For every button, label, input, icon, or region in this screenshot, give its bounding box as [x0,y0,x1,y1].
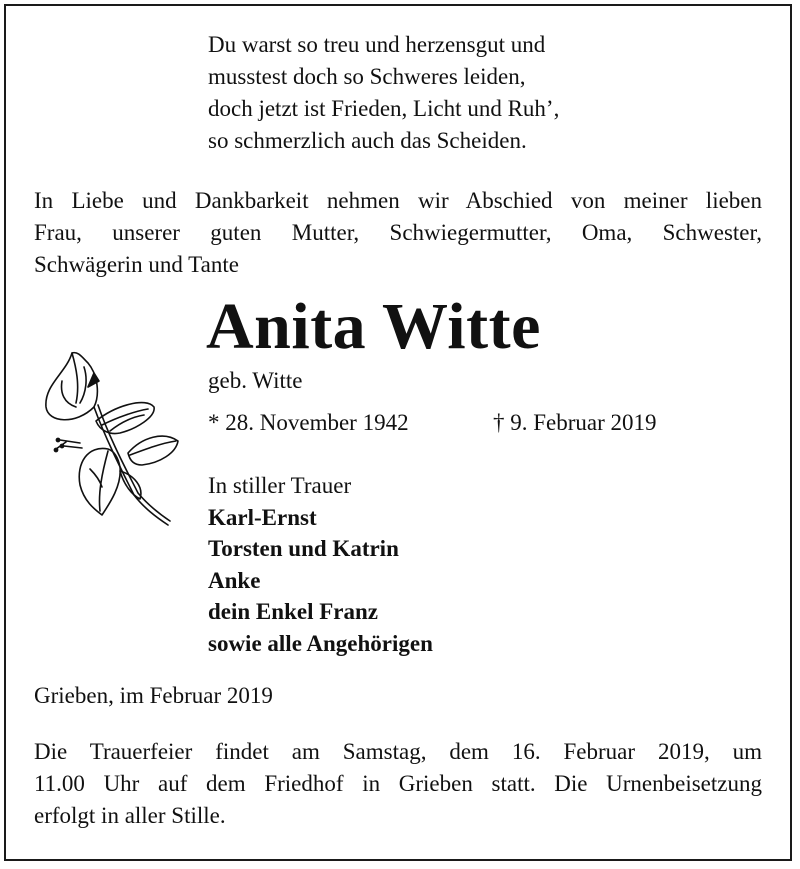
maiden-name: geb. Witte [208,368,303,393]
farewell-line: In Liebe und Dankbarkeit nehmen wir Abschied von meiner lieben [34,188,762,213]
calla-lily-icon [36,345,186,530]
mourner-name: Torsten und Katrin [208,536,399,562]
funeral-line: erfolgt in aller Stille. [34,803,226,828]
poem [208,29,559,157]
birth-date: * 28. November 1942 [208,410,409,435]
mourner-name: Anke [208,567,261,593]
poem-line: doch jetzt ist Frieden, Licht und Ruh’, [208,96,560,121]
farewell-text [34,185,762,281]
poem-line: Du warst so treu und herzensgut und [208,32,546,57]
farewell-line: Schwägerin und Tante [34,252,239,277]
poem-line: musstest doch so Schweres leiden, [208,64,526,89]
mourner-name: Karl-Ernst [208,504,317,530]
mourning-intro: In stiller Trauer [208,473,352,498]
mourners [208,470,433,660]
funeral-line: Die Trauerfeier findet am Samstag, dem 16. Februar 2019, um [34,739,762,764]
death-date: † 9. Februar 2019 [493,410,657,435]
mourner-name: dein Enkel Franz [208,599,378,625]
poem-line: so schmerzlich auch das Scheiden. [208,128,527,153]
funeral-line: 11.00 Uhr auf dem Friedhof in Grieben statt. Die Urnenbeisetzung [34,771,762,796]
mourner-name: sowie alle Angehörigen [208,630,433,656]
funeral-info [34,736,762,832]
place-and-date: Grieben, im Februar 2019 [34,683,273,708]
deceased-name: Anita Witte [206,290,541,363]
farewell-line: Frau, unserer guten Mutter, Schwiegermutter, Oma, Schwester, [34,220,762,245]
